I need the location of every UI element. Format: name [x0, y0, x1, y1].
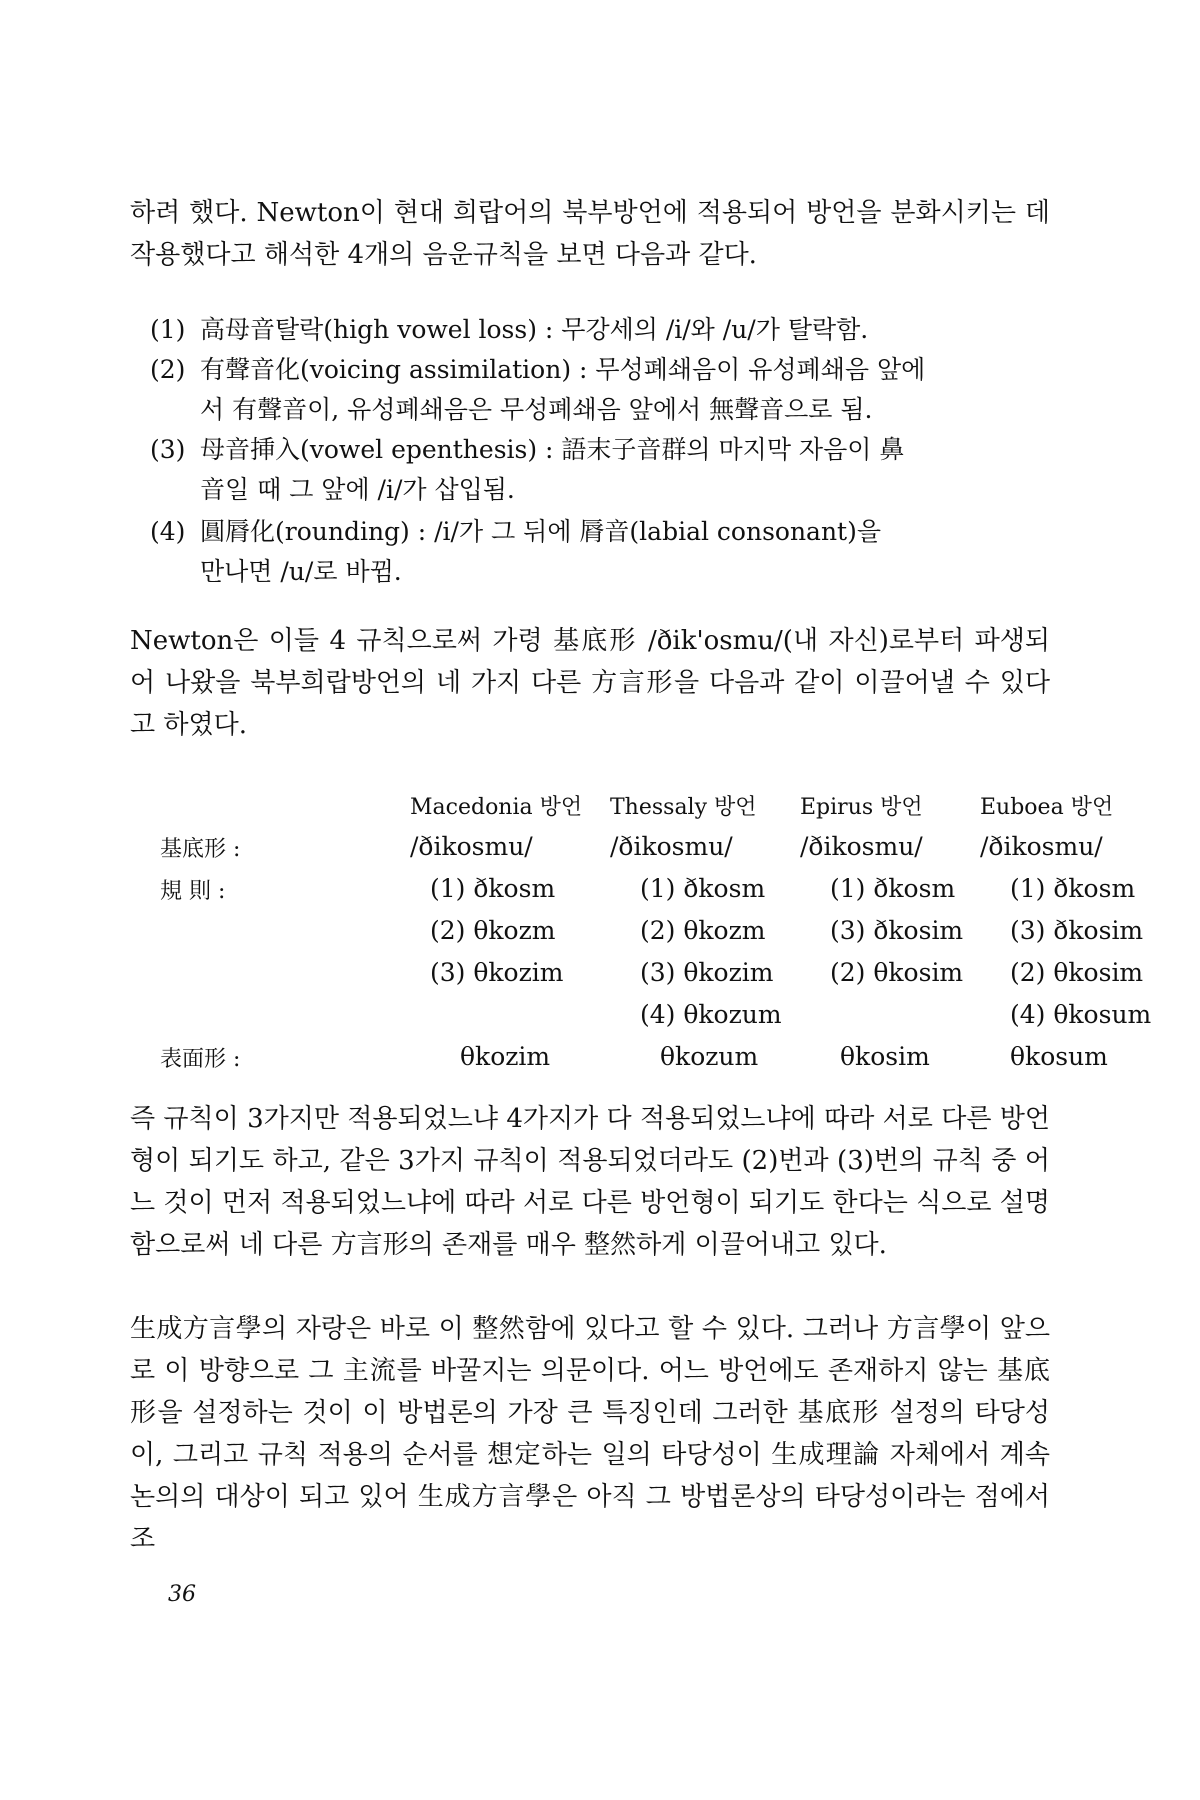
- table-header-row: [140, 790, 1114, 832]
- table-cell: θkosum: [1010, 1042, 1108, 1071]
- rule-text: 高母音탈락(high vowel loss) : 무강세의 /i/와 /u/가 탈락함.: [200, 315, 869, 344]
- table-cell: /ðikosmu/: [800, 832, 923, 861]
- table-cell: θkozim: [460, 1042, 551, 1071]
- table-row-surface: [140, 1042, 1108, 1084]
- paragraph-explain: 즉 규칙이 3가지만 적용되었느냐 4가지가 다 적용되었느냐에 따라 서로 다른 방언형이 되기도 하고, 같은 3가지 규칙이 적용되었더라도 (2)번과 (3)번의 규칙 중 어느 것이 먼저 적용되었느냐에 따라 서로 다른 방언형이 되기도 한다는 식으로 설명함으로써 네 다른 方言形의 존재를 매우 整然하게 이끌어내고 있다.: [130, 1104, 1050, 1260]
- rule-4: [150, 512, 1030, 592]
- rule-number: (1): [150, 315, 186, 344]
- rule-text-cont: 音일 때 그 앞에 /i/가 삽입됨.: [200, 475, 515, 504]
- table-cell: (4) θkosum: [1010, 1000, 1152, 1029]
- table-cell: (2) θkosim: [830, 958, 964, 987]
- rule-1: [150, 310, 1030, 350]
- rule-text-cont: 서 有聲音이, 유성폐쇄음은 무성폐쇄음 앞에서 無聲音으로 됨.: [200, 395, 873, 424]
- table-cell: θkozum: [660, 1042, 759, 1071]
- column-header: Epirus 방언: [800, 795, 923, 820]
- row-label: 規 則 :: [160, 879, 226, 904]
- table-cell: (4) θkozum: [640, 1000, 782, 1029]
- rule-text-cont: 만나면 /u/로 바뀜.: [200, 557, 402, 586]
- table-row-step: [140, 1000, 1152, 1042]
- table-row-base: [140, 832, 1103, 874]
- table-row-step: [140, 874, 1136, 916]
- column-header: Thessaly 방언: [610, 795, 757, 820]
- table-cell: /ðikosmu/: [980, 832, 1103, 861]
- row-label: 表面形 :: [160, 1047, 241, 1072]
- table-cell: (3) θkozim: [640, 958, 774, 987]
- table-cell: (3) θkozim: [430, 958, 564, 987]
- table-cell: (1) ðkosm: [830, 874, 956, 903]
- table-cell: (2) θkozm: [430, 916, 556, 945]
- rule-text: 母音挿入(vowel epenthesis) : 語末子音群의 마지막 자음이 鼻: [200, 435, 905, 464]
- table-cell: θkosim: [840, 1042, 930, 1071]
- rule-text: 圓脣化(rounding) : /i/가 그 뒤에 脣音(labial consonant)을: [200, 517, 882, 546]
- paragraph-newton: Newton은 이들 4 규칙으로써 가령 基底形 /ðik'osmu/(내 자신)로부터 파생되어 나왔을 북부희랍방언의 네 가지 다른 方言形을 다음과 같이 이끌어낼 수 있다고 하였다.: [130, 626, 1050, 740]
- page-number: 36: [168, 1582, 196, 1607]
- rule-2: [150, 350, 1030, 430]
- table-cell: (3) ðkosim: [1010, 916, 1144, 945]
- rule-number: (2): [150, 355, 186, 384]
- table-cell: /ðikosmu/: [610, 832, 733, 861]
- column-header: Euboea 방언: [980, 795, 1114, 820]
- paragraph-critique: 生成方言學의 자랑은 바로 이 整然함에 있다고 할 수 있다. 그러나 方言學이 앞으로 이 방향으로 그 主流를 바꿀지는 의문이다. 어느 방언에도 존재하지 않는 基底形을 설정하는 것이 이 방법론의 가장 큰 특징인데 그러한 基底形 설정의 타당성이, 그리고 규칙 적용의 순서를 想定하는 일의 타당성이 生成理論 자체에서 계속 논의의 대상이 되고 있어 生成方言學은 아직 그 방법론상의 타당성이라는 점에서조: [130, 1314, 1050, 1554]
- table-row-step: [140, 958, 1144, 1000]
- column-header: Macedonia 방언: [410, 795, 583, 820]
- table-cell: /ðikosmu/: [410, 832, 533, 861]
- table-cell: (1) ðkosm: [640, 874, 766, 903]
- rule-number: (4): [150, 517, 186, 546]
- table-cell: (1) ðkosm: [1010, 874, 1136, 903]
- rule-number: (3): [150, 435, 186, 464]
- table-cell: (2) θkozm: [640, 916, 766, 945]
- rule-text: 有聲音化(voicing assimilation) : 무성폐쇄음이 유성폐쇄음 앞에: [200, 355, 926, 384]
- rule-3: [150, 430, 1030, 510]
- table-cell: (2) θkosim: [1010, 958, 1144, 987]
- table-cell: (1) ðkosm: [430, 874, 556, 903]
- row-label: 基底形 :: [160, 837, 241, 862]
- derivation-table: [140, 790, 1152, 1084]
- table-cell: (3) ðkosim: [830, 916, 964, 945]
- table-row-step: [140, 916, 1144, 958]
- paragraph-intro: 하려 했다. Newton이 현대 희랍어의 북부방언에 적용되어 방언을 분화시키는 데 작용했다고 해석한 4개의 음운규칙을 보면 다음과 같다.: [130, 198, 1050, 270]
